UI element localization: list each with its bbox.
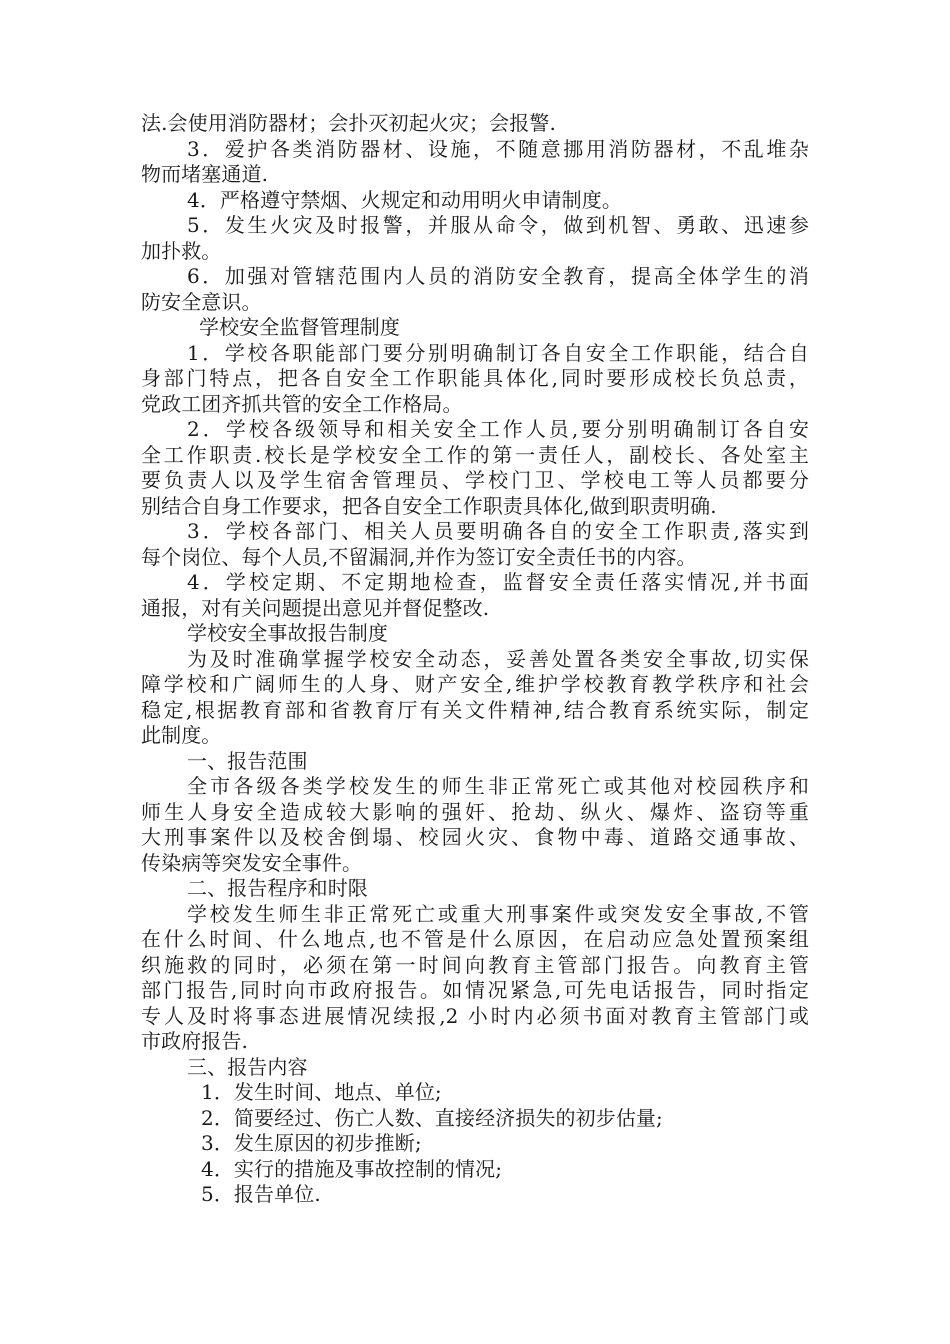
text-line: 三、报告内容 [187, 1054, 308, 1079]
text-line: 二、报告程序和时限 [187, 876, 368, 900]
text-line: 防安全意识。 [141, 289, 262, 314]
text-line: 身部门特点，把各自安全工作职能具体化,同时要形成校长负总责， [141, 366, 809, 390]
text-line: 每个岗位、每个人员,不留漏洞,并作为签订安全责任书的内容。 [141, 544, 697, 569]
text-line: 4．严格遵守禁烟、火规定和动用明火申请制度。 [187, 187, 622, 212]
text-line: 大刑事案件以及校舍倒塌、校园火灾、食物中毒、道路交通事故、 [141, 825, 809, 849]
text-line: 1．学校各职能部门要分别明确制订各自安全工作职能，结合自 [187, 340, 809, 365]
text-line: 法.会使用消防器材；会扑灭初起火灾；会报警. [141, 111, 556, 135]
text-line: 织施救的同时，必须在第一时间向教育主管部门报告。向教育主管 [141, 952, 809, 977]
text-line: 学校发生师生非正常死亡或重大刑事案件或突发安全事故,不管 [187, 901, 809, 926]
text-line: 稳定,根据教育部和省教育厅有关文件精神,结合教育系统实际，制定 [141, 697, 809, 722]
text-line: 2．简要经过、伤亡人数、直接经济损失的初步估量; [201, 1105, 663, 1130]
text-line: 物而堵塞通道. [141, 162, 269, 186]
text-line: 4．学校定期、不定期地检查，监督安全责任落实情况,并书面 [187, 570, 809, 594]
text-line: 1．发生时间、地点、单位; [201, 1080, 442, 1104]
text-line: 专人及时将事态进展情况续报,2 小时内必须书面对教育主管部门或 [141, 1003, 809, 1028]
text-line: 加扑救。 [141, 238, 222, 263]
text-line: 市政府报告. [141, 1029, 248, 1053]
text-line: 传染病等突发安全事件。 [141, 850, 363, 875]
text-line: 6．加强对管辖范围内人员的消防安全教育，提高全体学生的消 [187, 264, 809, 288]
text-line: 师生人身安全造成较大影响的强奸、抢劫、纵火、爆炸、盗窃等重 [141, 799, 809, 824]
text-line: 3．发生原因的初步推断; [201, 1131, 422, 1155]
text-line: 4．实行的措施及事故控制的情况; [201, 1156, 503, 1181]
text-line: 5．发生火灾及时报警，并服从命令，做到机智、勇敢、迅速参 [187, 213, 809, 237]
document-body [141, 111, 809, 1208]
text-line: 在什么时间、什么地点,也不管是什么原因，在启动应急处置预案组 [141, 927, 809, 951]
text-line: 学校安全事故报告制度 [187, 621, 388, 645]
text-line: 党政工团齐抓共管的安全工作格局。 [141, 391, 463, 416]
text-line: 3．学校各部门、相关人员要明确各自的安全工作职责,落实到 [187, 519, 809, 543]
text-line: 别结合自身工作要求，把各自安全工作职责具体化,做到职责明确. [141, 493, 717, 518]
text-line: 此制度。 [141, 723, 222, 747]
text-line: 部门报告,同时向市政府报告。如情况紧急,可先电话报告，同时指定 [141, 978, 809, 1002]
text-line: 全市各级各类学校发生的师生非正常死亡或其他对校园秩序和 [187, 774, 809, 798]
text-line: 通报，对有关问题提出意见并督促整改. [141, 595, 490, 620]
text-line: 2．学校各级领导和相关安全工作人员,要分别明确制订各自安 [187, 417, 809, 441]
text-line: 5．报告单位. [201, 1182, 321, 1206]
text-line: 一、报告范围 [187, 748, 308, 773]
text-line: 为及时准确掌握学校安全动态，妥善处置各类安全事故,切实保 [187, 646, 809, 671]
text-line: 要负责人以及学生宿舍管理员、学校门卫、学校电工等人员都要分 [141, 468, 809, 492]
text-line: 学校安全监督管理制度 [199, 315, 400, 339]
text-line: 3．爱护各类消防器材、设施，不随意挪用消防器材，不乱堆杂 [187, 136, 809, 161]
text-line: 障学校和广阔师生的人身、财产安全,维护学校教育教学秩序和社会 [141, 672, 809, 696]
text-line: 全工作职责.校长是学校安全工作的第一责任人，副校长、各处室主 [141, 442, 809, 467]
